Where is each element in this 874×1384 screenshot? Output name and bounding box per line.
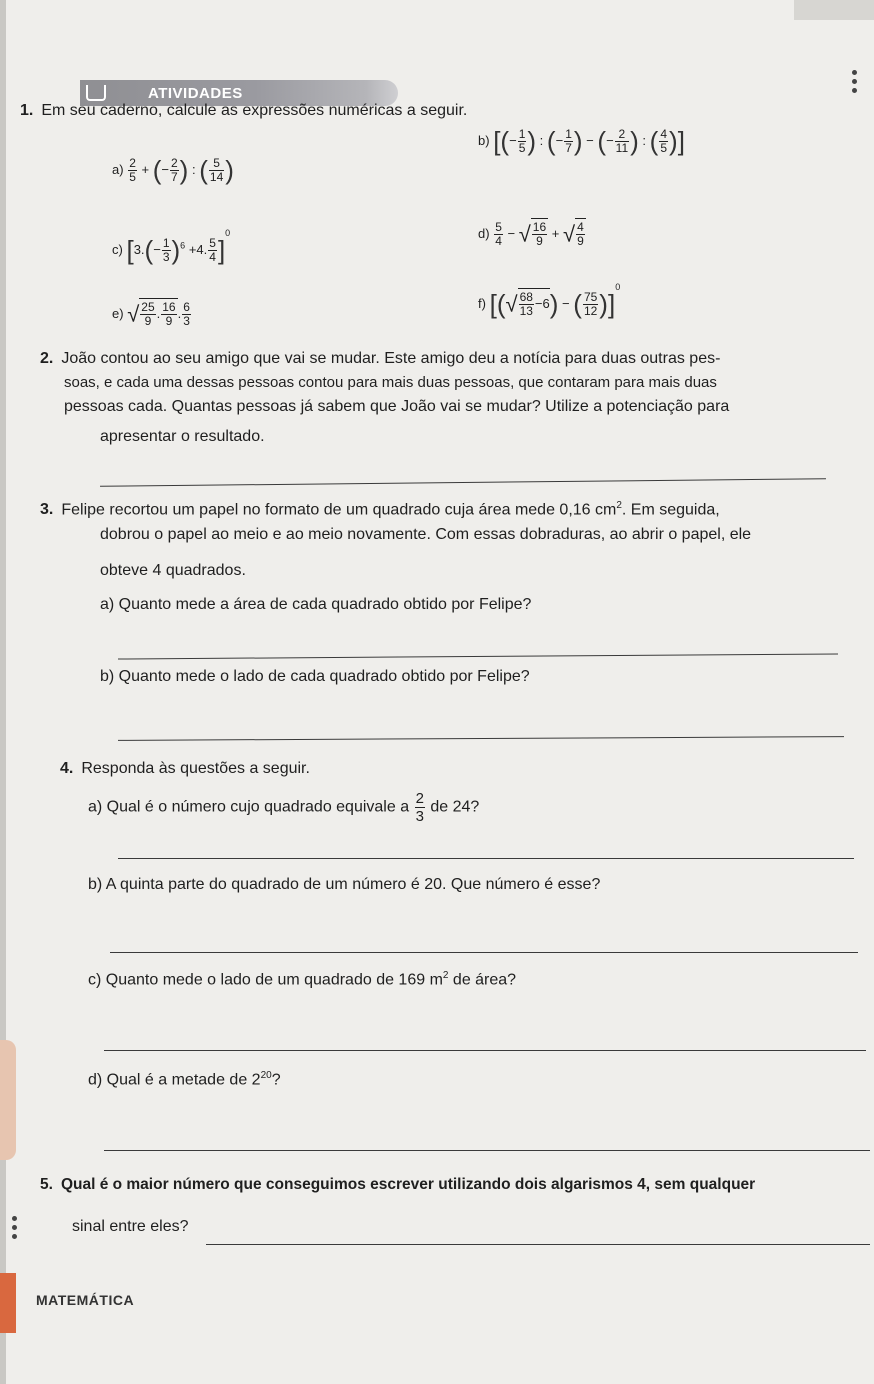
question-text: . Em seguida, (621, 501, 720, 519)
question-number: 4. (60, 760, 74, 777)
fraction: $\frac{5}{14}$ (209, 156, 224, 184)
subquestion-4d: d) Qual é a metade de $2^{20}$? (88, 1070, 281, 1089)
subquestion-4a (88, 790, 479, 825)
question-number: 1. (20, 102, 34, 119)
fraction: $\frac{5}{4}$ (209, 236, 216, 265)
fraction: $\frac{4}{5}$ (660, 127, 668, 155)
question-text: João contou ao seu amigo que vai se mudar. Este amigo deu a notícia para duas outras pes- (61, 350, 721, 367)
question-4 (60, 760, 310, 778)
answer-line[interactable] (206, 1244, 870, 1245)
page-corner (794, 0, 874, 20)
subject-label: MATEMÁTICA (36, 1292, 135, 1308)
question-2 (40, 350, 720, 368)
fraction: $\frac{1}{7}$ (565, 127, 572, 155)
item-label: a) (112, 161, 124, 177)
expression-a: a) $\frac{2}{5}$ + (− $\frac{2}{7}$ ) : ( $\frac{5}{14}$ ) (112, 155, 234, 185)
footer-accent-bar (0, 1273, 16, 1333)
question-text: sinal entre eles? (72, 1218, 189, 1235)
question-text: Em seu caderno, calcule as expressões numéricas a seguir. (41, 102, 468, 119)
question-text: dobrou o papel ao meio e ao meio novamente. Com essas dobraduras, ao abrir o papel, ele (100, 526, 752, 543)
question-text: c) Quanto mede o lado de um quadrado de 169 m (88, 971, 443, 989)
question-text: Responda às questões a seguir. (81, 760, 310, 777)
fraction: $\frac{16}{9}$ (162, 300, 176, 328)
fraction: $\frac{4}{9}$ (577, 220, 584, 248)
fraction: $\frac{1}{5}$ (518, 127, 526, 155)
item-label: c) (112, 242, 123, 257)
margin-dots-icon (12, 1212, 17, 1243)
question-text: Qual é o maior número que conseguimos escrever utilizando dois algarismos 4, sem qualquer (60, 1176, 756, 1193)
expression-d: d) $\frac{5}{4}$ − √ $\frac{16}{9}$ + √ $\frac{4}{9}$ (478, 220, 584, 248)
question-text: ? (271, 1071, 281, 1089)
fraction: $\frac{75}{12}$ (583, 290, 598, 319)
fraction: $\frac{25}{9}$ (141, 300, 155, 328)
answer-line[interactable] (118, 858, 854, 859)
fraction: $\frac{2}{11}$ (615, 127, 629, 155)
fraction: $\frac{1}{3}$ (162, 236, 170, 265)
page-edge (0, 0, 6, 1384)
subquestion-4b: b) A quinta parte do quadrado de um número é 20. Que número é esse? (88, 876, 601, 893)
fraction: $\frac{2}{5}$ (129, 156, 136, 184)
answer-line[interactable] (104, 1050, 866, 1051)
finger-shadow (0, 1040, 16, 1160)
item-label: e) (112, 305, 124, 321)
question-text: soas, e cada uma dessas pessoas contou para mais duas pessoas, que contaram para mais duas (64, 374, 717, 391)
answer-line[interactable] (100, 478, 826, 487)
subquestion-3b: b) Quanto mede o lado de cada quadrado obtido por Felipe? (100, 668, 530, 685)
question-number: 2. (40, 350, 54, 367)
section-title: ATIVIDADES (148, 85, 243, 102)
question-text: pessoas cada. Quantas pessoas já sabem que João vai se mudar? Utilize a potenciação para (64, 398, 730, 415)
question-text: apresentar o resultado. (100, 428, 265, 445)
question-1 (20, 102, 467, 120)
pencil-icon (86, 85, 106, 101)
question-text: d) Qual é a metade de 2 (88, 1071, 261, 1089)
fraction: $\frac{2}{3}$ (415, 790, 424, 825)
expression-b: b) [(− $\frac{1}{5}$ ) : (− $\frac{1}{7}$ ) − (− $\frac{2}{11}$ ) : ( $\frac{4}{5}$ )] (478, 126, 685, 156)
subquestion-4c: c) Quanto mede o lado de um quadrado de 169 $m^2$ de área? (88, 970, 517, 989)
fraction: $\frac{2}{7}$ (170, 156, 178, 184)
menu-dots-icon (852, 66, 857, 97)
answer-line[interactable] (118, 736, 844, 741)
question-3: 3. Felipe recortou um papel no formato de um quadrado cuja área mede 0,16 $cm^2$. Em seguida, (40, 500, 720, 519)
expression-f: f) [(√ $\frac{68}{13}$ −6) − ( $\frac{75}{12}$ )]$^0$ (478, 282, 621, 320)
question-number: 5. (40, 1176, 53, 1193)
fraction: $\frac{68}{13}$ (519, 290, 533, 319)
question-number: 3. (40, 501, 54, 519)
fraction: $\frac{16}{9}$ (532, 220, 547, 248)
item-label: f) (478, 296, 486, 311)
question-text: de área? (448, 971, 517, 989)
expression-e: e) √ $\frac{25}{9}$ . $\frac{16}{9}$ . $\frac{6}{3}$ (112, 300, 190, 328)
fraction: $\frac{6}{3}$ (183, 300, 190, 328)
item-label: b) (478, 132, 490, 148)
expression-c: c) [3.(− $\frac{1}{3}$ )$^6$ +4. $\frac{5}{4}$ ]$^0$ (112, 228, 231, 266)
fraction: $\frac{5}{4}$ (495, 220, 502, 248)
question-text: Felipe recortou um papel no formato de um quadrado cuja área mede 0,16 cm (61, 501, 617, 519)
answer-line[interactable] (118, 653, 838, 659)
question-text: obteve 4 quadrados. (100, 562, 246, 579)
subquestion-3a: a) Quanto mede a área de cada quadrado obtido por Felipe? (100, 596, 532, 613)
answer-line[interactable] (104, 1150, 870, 1151)
answer-line[interactable] (110, 952, 858, 953)
item-label: d) (478, 225, 490, 241)
question-5 (40, 1176, 755, 1194)
question-text: a) Qual é o número cujo quadrado equivale a (88, 798, 410, 816)
question-text: de 24? (430, 798, 480, 816)
